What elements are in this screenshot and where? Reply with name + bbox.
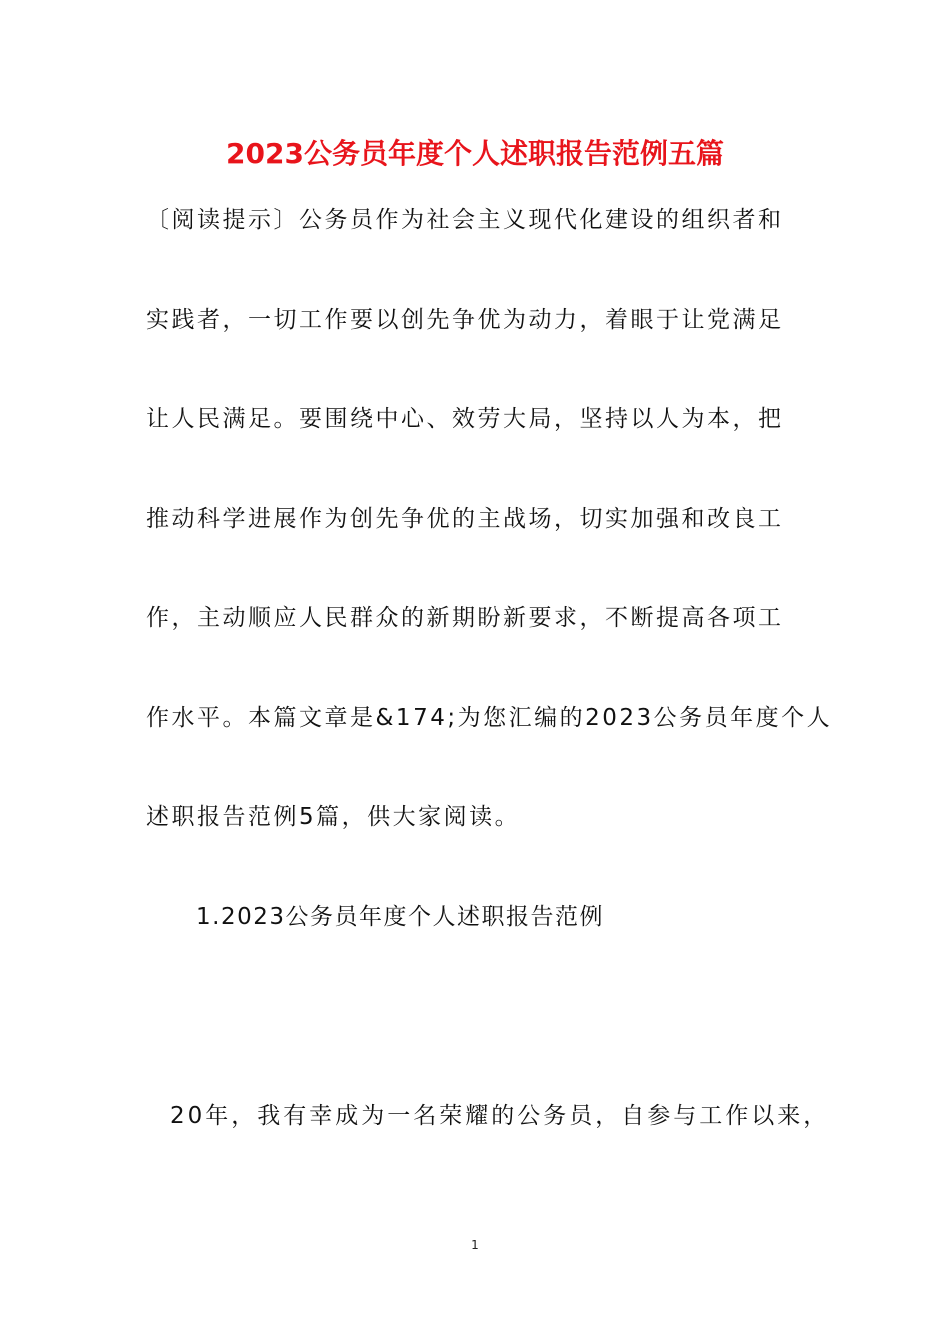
intro-line-2: 实践者，一切工作要以创先争优为动力，着眼于让党满足 [146,307,784,333]
page-number: 1 [471,1238,479,1252]
intro-line-5: 作，主动顺应人民群众的新期盼新要求，不断提高各项工 [146,605,784,631]
intro-line-7: 述职报告范例5篇，供大家阅读。 [146,804,521,830]
intro-line-4: 推动科学进展作为创先争优的主战场，切实加强和改良工 [146,506,784,532]
body-paragraph-line: 20年，我有幸成为一名荣耀的公务员，自参与工作以来， [170,1103,830,1129]
intro-line-1: 〔阅读提示〕公务员作为社会主义现代化建设的组织者和 [146,207,784,233]
intro-line-6: 作水平。本篇文章是&174;为您汇编的2023公务员年度个人 [146,705,833,731]
document-title: 2023公务员年度个人述职报告范例五篇 [226,137,724,170]
section-heading: 1.2023公务员年度个人述职报告范例 [196,904,604,930]
intro-line-3: 让人民满足。要围绕中心、效劳大局，坚持以人为本，把 [146,406,784,432]
